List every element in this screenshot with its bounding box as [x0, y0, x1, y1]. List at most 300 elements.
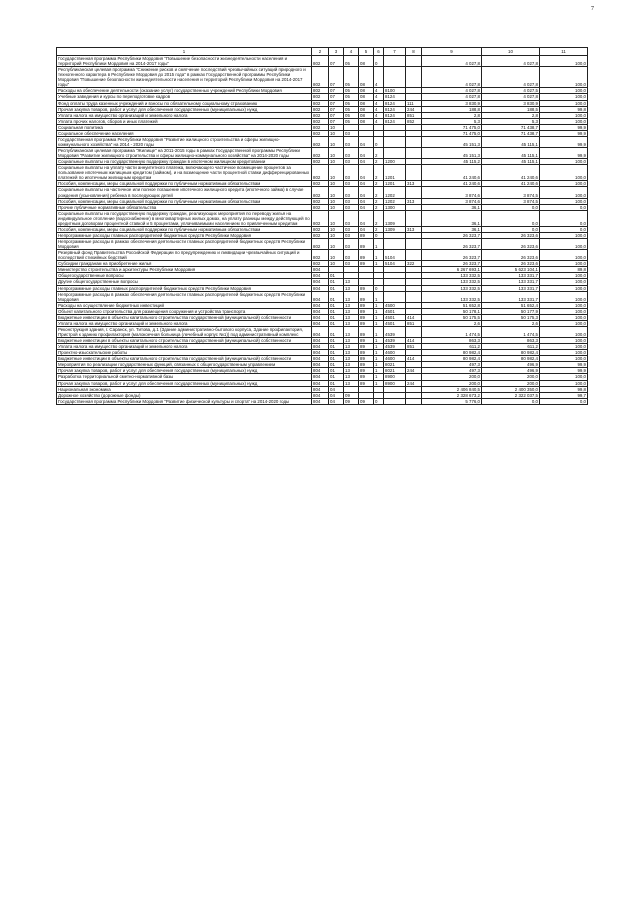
ministry-code: 804	[312, 350, 329, 356]
target-code	[384, 56, 406, 67]
execution-percent: 100,0	[540, 374, 588, 380]
ministry-code: 804	[312, 368, 329, 374]
program-code: 04	[359, 210, 374, 226]
program-code: 08	[359, 100, 374, 106]
subsection-code: 05	[344, 88, 359, 94]
expense-type-code: 313	[406, 226, 422, 232]
subsection-code: 13	[344, 368, 359, 374]
row-name: Социальные выплаты на частичное или полное погашение ипотечного жилищного кредита (ипотечного займа) в случае рождения (усыновления) ребенка в последующих детей	[57, 187, 312, 198]
row-name: Учебные заведения и курсы по переподготовке кадров	[57, 94, 312, 100]
target-code: 4501	[384, 308, 406, 314]
table-row	[57, 398, 588, 404]
subprogram-code: 2	[374, 148, 384, 159]
execution-percent: 99,9	[540, 130, 588, 136]
execution-percent: 100,0	[540, 356, 588, 362]
execution-percent: 99,7	[540, 392, 588, 398]
ministry-code: 804	[312, 392, 329, 398]
subprogram-code: 4	[374, 94, 384, 100]
execution-percent: 100,0	[540, 159, 588, 165]
program-code: 89	[359, 232, 374, 238]
expense-type-code	[406, 148, 422, 159]
ministry-code: 802	[312, 210, 329, 226]
executed-amount: 50 177,9	[482, 308, 540, 314]
planned-amount: 71 475,0	[422, 124, 482, 130]
target-code: 1201	[384, 165, 406, 181]
row-name: Непрограммные расходы главных распорядителей бюджетных средств Республики Мордовия	[57, 285, 312, 291]
subsection-code: 13	[344, 326, 359, 337]
subsection-code: 13	[344, 314, 359, 320]
expense-type-code	[406, 291, 422, 302]
executed-amount: 0,0	[482, 210, 540, 226]
planned-amount: 80 982,4	[422, 350, 482, 356]
column-header: 11	[540, 48, 588, 56]
planned-amount: 80 982,4	[422, 356, 482, 362]
subprogram-code: 4	[374, 88, 384, 94]
table-row	[57, 148, 588, 159]
planned-amount: 26 323,7	[422, 239, 482, 250]
program-code: 04	[359, 165, 374, 181]
executed-amount: 45 115,1	[482, 148, 540, 159]
execution-percent: 100,0	[540, 112, 588, 118]
target-code: 5104	[384, 250, 406, 261]
execution-percent: 100,0	[540, 181, 588, 187]
execution-percent: 100,0	[540, 88, 588, 94]
executed-amount: 133 331,7	[482, 291, 540, 302]
execution-percent: 100,0	[540, 94, 588, 100]
row-name: Непрограммные расходы главных распорядителей бюджетных средств Республики Мордовия	[57, 232, 312, 238]
row-name: Непрограммные расходы в рамках обеспечения деятельности главных распорядителей бюджетных средств Республики Мордовия	[57, 239, 312, 250]
planned-amount: 133 332,5	[422, 291, 482, 302]
column-header: 6	[374, 48, 384, 56]
ministry-code: 804	[312, 344, 329, 350]
planned-amount: 26 323,7	[422, 250, 482, 261]
program-code: 09	[359, 398, 374, 404]
column-header: 2	[312, 48, 329, 56]
subprogram-code: 2	[374, 198, 384, 204]
subprogram-code: 4	[374, 106, 384, 112]
execution-percent: 100,0	[540, 291, 588, 302]
table-row	[57, 165, 588, 181]
row-name: Прочая закупка товаров, работ и услуг для обеспечения государственных (муниципальных) нужд	[57, 368, 312, 374]
target-code: 5104	[384, 261, 406, 267]
expense-type-code: 313	[406, 198, 422, 204]
executed-amount: 71 438,7	[482, 130, 540, 136]
planned-amount: 4 027,8	[422, 67, 482, 88]
budget-table	[56, 47, 588, 405]
execution-percent: 100,0	[540, 314, 588, 320]
executed-amount: 611,2	[482, 344, 540, 350]
execution-percent: 99,8	[540, 106, 588, 112]
target-code: 8900	[384, 374, 406, 380]
ministry-code: 802	[312, 232, 329, 238]
section-code: 01	[329, 380, 344, 386]
target-code: 8124	[384, 94, 406, 100]
target-code: 4600	[384, 350, 406, 356]
subsection-code: 05	[344, 112, 359, 118]
execution-percent: 99,9	[540, 136, 588, 147]
row-name: Социальное обеспечение населения	[57, 130, 312, 136]
section-code: 07	[329, 88, 344, 94]
subprogram-code: 1	[374, 250, 384, 261]
table-row	[57, 291, 588, 302]
row-name: Расходы на осуществление бюджетных инвестиций	[57, 302, 312, 308]
executed-amount: 5,3	[482, 118, 540, 124]
table-row	[57, 187, 588, 198]
target-code	[384, 291, 406, 302]
column-header: 3	[329, 48, 344, 56]
execution-percent: 100,0	[540, 239, 588, 250]
executed-amount: 4 027,5	[482, 88, 540, 94]
executed-amount: 496,9	[482, 362, 540, 368]
section-code: 04	[329, 398, 344, 404]
target-code: 4501	[384, 320, 406, 326]
section-code: 07	[329, 94, 344, 100]
ministry-code: 802	[312, 88, 329, 94]
subprogram-code: 1	[374, 261, 384, 267]
execution-percent: 100,0	[540, 250, 588, 261]
subprogram-code: 1	[374, 350, 384, 356]
program-code: 08	[359, 56, 374, 67]
ministry-code: 802	[312, 239, 329, 250]
subprogram-code: 1	[374, 314, 384, 320]
ministry-code: 802	[312, 94, 329, 100]
column-header: 9	[422, 48, 482, 56]
subprogram-code: 1	[374, 302, 384, 308]
target-code: 1309	[384, 210, 406, 226]
executed-amount: 45 115,1	[482, 136, 540, 147]
execution-percent: 89,8	[540, 267, 588, 273]
section-code: 07	[329, 118, 344, 124]
expense-type-code	[406, 56, 422, 67]
target-code: 4539	[384, 338, 406, 344]
expense-type-code	[406, 136, 422, 147]
target-code	[384, 148, 406, 159]
planned-amount: 4 027,8	[422, 94, 482, 100]
ministry-code: 802	[312, 226, 329, 232]
expense-type-code	[406, 165, 422, 181]
row-name: Общегосударственные вопросы	[57, 273, 312, 279]
planned-amount: 5,3	[422, 118, 482, 124]
subsection-code: 03	[344, 136, 359, 147]
ministry-code: 802	[312, 56, 329, 67]
executed-amount: 4 027,8	[482, 94, 540, 100]
execution-percent: 100,0	[540, 326, 588, 337]
ministry-code: 802	[312, 261, 329, 267]
target-code: 4539	[384, 326, 406, 337]
subsection-code: 13	[344, 344, 359, 350]
execution-percent: 100,0	[540, 308, 588, 314]
executed-amount: 71 438,7	[482, 124, 540, 130]
execution-percent: 99,9	[540, 124, 588, 130]
subsection-code: 03	[344, 232, 359, 238]
ministry-code: 802	[312, 124, 329, 130]
table-row	[57, 210, 588, 226]
subprogram-code: 1	[374, 356, 384, 362]
planned-amount: 41 240,6	[422, 165, 482, 181]
program-code: 89	[359, 308, 374, 314]
row-name: Государственная программа Республики Мордовия "Повышение безопасности жизнедеятельности населения и территорий Республики Мордовия на 2014-2017 годы"	[57, 56, 312, 67]
row-name: Субсидии гражданам на приобретение жилья	[57, 261, 312, 267]
subsection-code: 03	[344, 250, 359, 261]
subprogram-code: 1	[374, 326, 384, 337]
subsection-code: 03	[344, 204, 359, 210]
target-code: 1309	[384, 226, 406, 232]
target-code: 8100	[384, 88, 406, 94]
executed-amount: 3 874,5	[482, 187, 540, 198]
row-name: Уплата налога на имущество организаций и земельного налога	[57, 320, 312, 326]
expense-type-code	[406, 398, 422, 404]
executed-amount: 863,3	[482, 338, 540, 344]
row-name: Объект капитального строительства для размещения сооружения и устройства транспорта	[57, 308, 312, 314]
planned-amount: 2,8	[422, 112, 482, 118]
subprogram-code: 2	[374, 181, 384, 187]
execution-percent: 0,0	[540, 204, 588, 210]
expense-type-code: 313	[406, 181, 422, 187]
ministry-code: 802	[312, 204, 329, 210]
section-code: 10	[329, 210, 344, 226]
expense-type-code	[406, 250, 422, 261]
execution-percent: 100,0	[540, 344, 588, 350]
executed-amount: 133 331,7	[482, 285, 540, 291]
planned-amount: 200,0	[422, 374, 482, 380]
program-code: 89	[359, 250, 374, 261]
row-name: Социальная политика	[57, 124, 312, 130]
target-code	[384, 67, 406, 88]
executed-amount: 0,0	[482, 226, 540, 232]
planned-amount: 26 323,7	[422, 232, 482, 238]
planned-amount: 45 151,3	[422, 148, 482, 159]
execution-percent: 99,9	[540, 148, 588, 159]
section-code: 10	[329, 187, 344, 198]
executed-amount: 50 175,3	[482, 314, 540, 320]
subprogram-code: 1	[374, 380, 384, 386]
subprogram-code: 2	[374, 165, 384, 181]
planned-amount: 200,0	[422, 380, 482, 386]
program-code: 04	[359, 136, 374, 147]
subprogram-code: 0	[374, 136, 384, 147]
execution-percent: 100,0	[540, 165, 588, 181]
section-code: 07	[329, 67, 344, 88]
ministry-code: 804	[312, 362, 329, 368]
executed-amount: 0,0	[482, 204, 540, 210]
section-code: 01	[329, 326, 344, 337]
ministry-code: 804	[312, 326, 329, 337]
program-code: 89	[359, 362, 374, 368]
executed-amount: 45 115,1	[482, 159, 540, 165]
subsection-code: 03	[344, 148, 359, 159]
ministry-code: 804	[312, 267, 329, 273]
planned-amount: 36,1	[422, 210, 482, 226]
expense-type-code	[406, 210, 422, 226]
section-code: 10	[329, 226, 344, 232]
ministry-code: 802	[312, 181, 329, 187]
executed-amount: 2,6	[482, 320, 540, 326]
planned-amount: 611,2	[422, 344, 482, 350]
column-header: 4	[344, 48, 359, 56]
executed-amount: 4 027,8	[482, 67, 540, 88]
subprogram-code: 2	[374, 226, 384, 232]
executed-amount: 3 874,5	[482, 198, 540, 204]
section-code: 01	[329, 344, 344, 350]
row-name: Уплата налога на имущество организаций и земельного налога	[57, 112, 312, 118]
ministry-code: 802	[312, 106, 329, 112]
section-code: 07	[329, 106, 344, 112]
expense-type-code	[406, 326, 422, 337]
section-code: 10	[329, 124, 344, 130]
subsection-code: 03	[344, 165, 359, 181]
planned-amount: 51 652,8	[422, 302, 482, 308]
target-code: 1200	[384, 159, 406, 165]
program-code: 08	[359, 118, 374, 124]
subsection-code: 13	[344, 320, 359, 326]
target-code: 1202	[384, 198, 406, 204]
section-code: 01	[329, 356, 344, 362]
section-code: 01	[329, 279, 344, 285]
row-name: Реконструкция здания, г. Саранск, ул. Титова, д.1 (Здание административно-бытового корпуса, Здание профилактория, Пристрой к зданию профилактория (малокоечная больница (лечебный корпус №1)) под административный комплекс	[57, 326, 312, 337]
expense-type-code: 851	[406, 112, 422, 118]
subprogram-code: 1	[374, 368, 384, 374]
column-header: 7	[384, 48, 406, 56]
row-name: Бюджетные инвестиции в объекты капитального строительства государственной (муниципальной) собственности	[57, 314, 312, 320]
ministry-code: 804	[312, 338, 329, 344]
executed-amount: 0,0	[482, 398, 540, 404]
subprogram-code: 0	[374, 285, 384, 291]
subsection-code: 13	[344, 279, 359, 285]
ministry-code: 802	[312, 250, 329, 261]
ministry-code: 802	[312, 198, 329, 204]
executed-amount: 41 240,6	[482, 181, 540, 187]
section-code: 01	[329, 362, 344, 368]
program-code: 89	[359, 368, 374, 374]
program-code: 89	[359, 356, 374, 362]
section-code: 01	[329, 374, 344, 380]
row-name: Мероприятия по реализации государственных функций, связанных с общегосударственным управлением	[57, 362, 312, 368]
row-name: Разработка территориальной сметно-нормативной базы	[57, 374, 312, 380]
column-header: 1	[57, 48, 312, 56]
ministry-code: 804	[312, 356, 329, 362]
ministry-code: 804	[312, 386, 329, 392]
section-code: 01	[329, 368, 344, 374]
program-code: 89	[359, 374, 374, 380]
ministry-code: 804	[312, 308, 329, 314]
program-code: 89	[359, 314, 374, 320]
expense-type-code	[406, 187, 422, 198]
row-name: Республиканская целевая программа "Снижение рисков и смягчение последствий чрезвычайных ситуаций природного и техногенного характера в Республике Мордовия до 2015 года" в рамках Государственной программы Республики Мордовия "Повышение безопасности жизнедеятельности населения и территорий Республики Мордовия на 2014-2017 годы"	[57, 67, 312, 88]
program-code: 89	[359, 344, 374, 350]
target-code	[384, 136, 406, 147]
ministry-code: 804	[312, 380, 329, 386]
section-code: 10	[329, 148, 344, 159]
subprogram-code: 2	[374, 210, 384, 226]
program-code: 04	[359, 226, 374, 232]
expense-type-code	[406, 67, 422, 88]
row-name: Расходы на обеспечение деятельности (оказание услуг) государственных учреждений Республики Мордовия	[57, 88, 312, 94]
subsection-code: 05	[344, 94, 359, 100]
subsection-code: 13	[344, 374, 359, 380]
program-code: 08	[359, 112, 374, 118]
planned-amount: 497,3	[422, 368, 482, 374]
target-code: 8124	[384, 118, 406, 124]
subsection-code: 05	[344, 67, 359, 88]
section-code: 01	[329, 350, 344, 356]
subsection-code: 03	[344, 130, 359, 136]
row-name: Пособия, компенсации, меры социальной поддержки по публичным нормативным обязательствам	[57, 226, 312, 232]
program-code: 89	[359, 338, 374, 344]
subprogram-code: 0	[374, 56, 384, 67]
row-name: Резервный фонд Правительства Российской Федерации по предупреждению и ликвидации чрезвычайных ситуаций и последствий стихийных бедствий	[57, 250, 312, 261]
subsection-code: 03	[344, 159, 359, 165]
column-header: 5	[359, 48, 374, 56]
section-code: 10	[329, 181, 344, 187]
section-code: 01	[329, 308, 344, 314]
target-code: 8021	[384, 368, 406, 374]
execution-percent: 100,0	[540, 232, 588, 238]
section-code: 01	[329, 291, 344, 302]
execution-percent: 99,9	[540, 362, 588, 368]
table-row	[57, 239, 588, 250]
planned-amount: 3 830,9	[422, 100, 482, 106]
row-name: Государственная программа Республики Мордовия "Развитие жилищного строительства и сферы жилищно-коммунального хозяйства" на 2014 - 2020 годы	[57, 136, 312, 147]
execution-percent: 100,0	[540, 118, 588, 124]
subprogram-code: 0	[374, 232, 384, 238]
execution-percent: 100,0	[540, 187, 588, 198]
row-name: Проектно-изыскательские работы	[57, 350, 312, 356]
row-name: Республиканская целевая программа "Жилище" на 2011-2015 годы в рамках Государственной программы Республики Мордовия "Развитие жилищного строительства и сферы жилищно-коммунального хозяйства" на 2014-2020 годы	[57, 148, 312, 159]
subsection-code: 13	[344, 380, 359, 386]
target-code: 1201	[384, 181, 406, 187]
section-code: 07	[329, 56, 344, 67]
executed-amount: 3 830,9	[482, 100, 540, 106]
planned-amount: 3 874,6	[422, 198, 482, 204]
section-code: 10	[329, 165, 344, 181]
planned-amount: 863,3	[422, 338, 482, 344]
row-name: Прочая закупка товаров, работ и услуг для обеспечения государственных (муниципальных) нужд	[57, 106, 312, 112]
planned-amount: 45 151,3	[422, 136, 482, 147]
column-header: 8	[406, 48, 422, 56]
section-code: 01	[329, 285, 344, 291]
target-code: 4501	[384, 314, 406, 320]
subsection-code: 03	[344, 239, 359, 250]
section-code: 10	[329, 130, 344, 136]
table-body	[57, 56, 588, 405]
subprogram-code: 1	[374, 362, 384, 368]
subsection-code: 05	[344, 56, 359, 67]
target-code	[384, 239, 406, 250]
row-name: Социальные выплаты на государственную поддержку граждан в ипотечном жилищном кредитовании	[57, 159, 312, 165]
subprogram-code: 4	[374, 118, 384, 124]
program-code: 08	[359, 106, 374, 112]
subsection-code: 13	[344, 356, 359, 362]
target-code: 8900	[384, 380, 406, 386]
ministry-code: 804	[312, 291, 329, 302]
expense-type-code: 414	[406, 338, 422, 344]
subprogram-code: 2	[374, 159, 384, 165]
ministry-code: 804	[312, 273, 329, 279]
subprogram-code: 1	[374, 374, 384, 380]
table-row	[57, 136, 588, 147]
section-code: 04	[329, 386, 344, 392]
subprogram-code: 1	[374, 338, 384, 344]
row-name: Пособия, компенсации, меры социальной поддержки по публичным нормативным обязательствам	[57, 198, 312, 204]
executed-amount: 133 331,7	[482, 279, 540, 285]
section-code: 04	[329, 392, 344, 398]
executed-amount: 200,0	[482, 380, 540, 386]
subsection-code: 13	[344, 350, 359, 356]
ministry-code: 802	[312, 136, 329, 147]
executed-amount: 26 323,6	[482, 250, 540, 261]
ministry-code: 804	[312, 314, 329, 320]
program-code: 89	[359, 291, 374, 302]
